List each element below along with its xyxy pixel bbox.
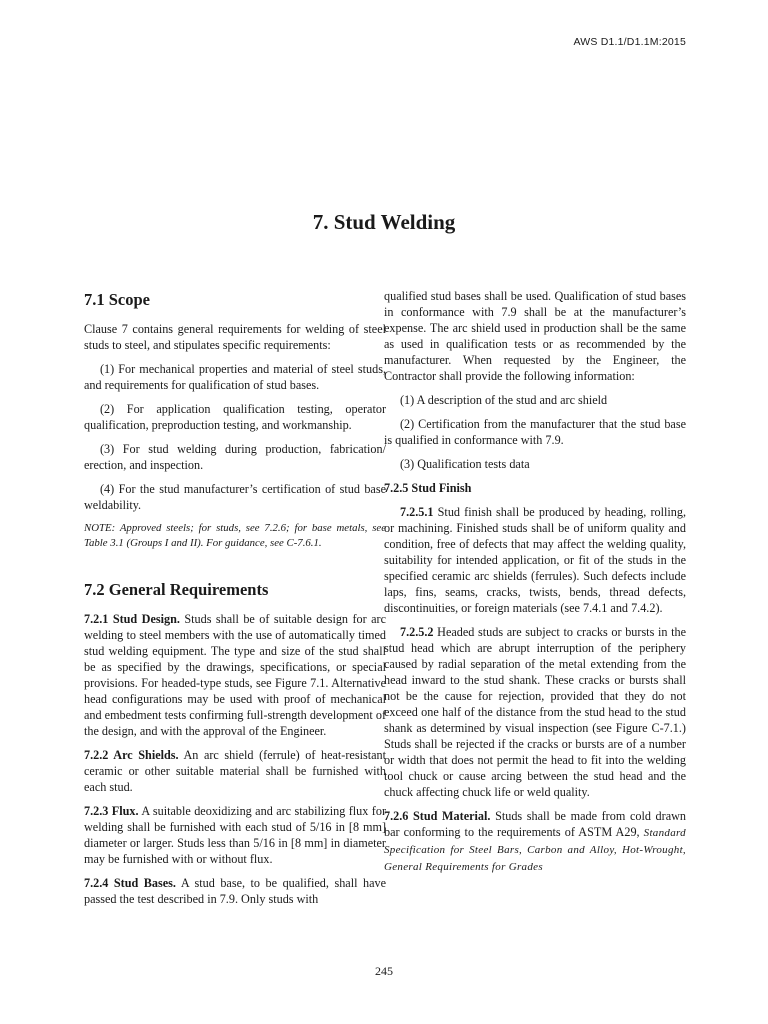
section-7-2-5-2-label: 7.2.5.2	[400, 625, 434, 639]
scope-item-2: (2) For application qualification testing, operator qualification, preproduction testing, and workmanship.	[84, 402, 386, 432]
section-7-2-4	[84, 875, 386, 907]
section-7-2-2	[84, 747, 386, 795]
section-7-2-5-2	[384, 624, 686, 800]
stud-bases-continuation: qualified stud bases shall be used. Qualification of stud bases in conformance with 7.9 shall be at the manufacturer’s expense. The arc shield used in production shall be the same as used in qualification tests or as recommended by the manufacturer. When requested by the Engineer, the Contractor shall provide the following information:	[384, 289, 686, 383]
section-7-2-3	[84, 803, 386, 867]
scope-item-3: (3) For stud welding during production, fabrication/ erection, and inspection.	[84, 442, 386, 472]
section-7-2-5-1-label: 7.2.5.1	[400, 505, 434, 519]
section-7-2-6-label: 7.2.6 Stud Material.	[384, 809, 491, 823]
section-7-2-1	[84, 611, 386, 739]
section-7-2-5-2-text: Headed studs are subject to cracks or bursts in the stud head which are abrupt interruption of the periphery caused by radial separation of the metal extending from the head inward to the stud shank. These cracks or bursts shall not be the cause for rejection, provided that they do not exceed one half of the distance from the stud head to the stud shank as determined by visual inspection (see Figure C-7.1.) Studs shall be rejected if the cracks or bursts are of a number or width that does not permit the head to fit into the welding tool chuck or cause arcing between the stud head and the chuck affecting chuck life or weld quality.	[384, 625, 686, 799]
page-header: AWS D1.1/D1.1M:2015	[573, 36, 686, 48]
left-column	[84, 288, 386, 915]
right-column	[384, 288, 686, 883]
section-7-2-6-text: Studs shall be made from cold drawn bar conforming to the requirements of ASTM A29,	[384, 809, 687, 839]
page-number: 245	[375, 964, 393, 978]
section-7-2-3-text: A suitable deoxidizing and arc stabilizing flux for welding shall be furnished with each stud of 5/16 in [8 mm] diameter or larger. Studs less than 5/16 in [8 mm] in diameter may be furnished with or without flux.	[84, 804, 386, 866]
section-7-2-4-text: A stud base, to be qualified, shall have passed the test described in 7.9. Only studs with	[84, 876, 386, 906]
section-7-2-1-text: Studs shall be of suitable design for arc welding to steel members with the use of automatically timed stud welding equipment. The type and size of the stud shall be as specified by the drawings, specifications, or special provisions. For headed-type studs, see Figure 7.1. Alternative head configurations may be used with proof of mechanical and embedment tests confirming full-strength development of the design, and with the approval of the Engineer.	[84, 612, 386, 738]
section-7-2-3-label: 7.2.3 Flux.	[84, 804, 139, 818]
section-7-2-5-heading: 7.2.5 Stud Finish	[384, 481, 472, 495]
section-7-1-heading: 7.1 Scope	[84, 290, 150, 309]
astm-spec-title: Standard Specification for Steel Bars, Carbon and Alloy, Hot-Wrought, General Requirements for Grades	[384, 827, 686, 873]
scope-item-1: (1) For mechanical properties and material of steel studs, and requirements for qualification of stud bases.	[84, 362, 386, 392]
info-item-1: (1) A description of the stud and arc shield	[400, 393, 608, 407]
section-7-2-4-label: 7.2.4 Stud Bases.	[84, 876, 176, 890]
chapter-title: 7. Stud Welding	[312, 210, 456, 234]
section-7-2-5-1-text: Stud finish shall be produced by heading, rolling, or machining. Finished studs shall be of uniform quality and condition, free of defects that may affect the welding quality, suitability for intended application, or fit of the studs in the specified ceramic arc shields (ferrules). Such defects include laps, fins, seams, cracks, twists, bends, thread defects, discontinuities, or foreign materials (see 7.4.1 and 7.4.2).	[384, 505, 686, 615]
section-7-2-6	[384, 808, 686, 875]
info-item-3: (3) Qualification tests data	[400, 457, 530, 471]
section-7-2-1-label: 7.2.1 Stud Design.	[84, 612, 180, 626]
section-7-2-heading: 7.2 General Requirements	[84, 580, 269, 599]
scope-note: NOTE: Approved steels; for studs, see 7.2.6; for base metals, see Table 3.1 (Groups I and II). For guidance, see C-7.6.1.	[84, 522, 386, 549]
scope-item-4: (4) For the stud manufacturer’s certification of stud base weldability.	[84, 482, 386, 512]
section-7-2-2-label: 7.2.2 Arc Shields.	[84, 748, 179, 762]
info-item-2: (2) Certification from the manufacturer that the stud base is qualified in conformance with 7.9.	[384, 417, 686, 447]
section-7-2-2-text: An arc shield (ferrule) of heat-resistant ceramic or other suitable material shall be furnished with each stud.	[84, 748, 386, 794]
section-7-2-5-1	[384, 504, 686, 616]
scope-intro: Clause 7 contains general requirements for welding of steel studs to steel, and stipulates specific requirements:	[84, 322, 386, 352]
